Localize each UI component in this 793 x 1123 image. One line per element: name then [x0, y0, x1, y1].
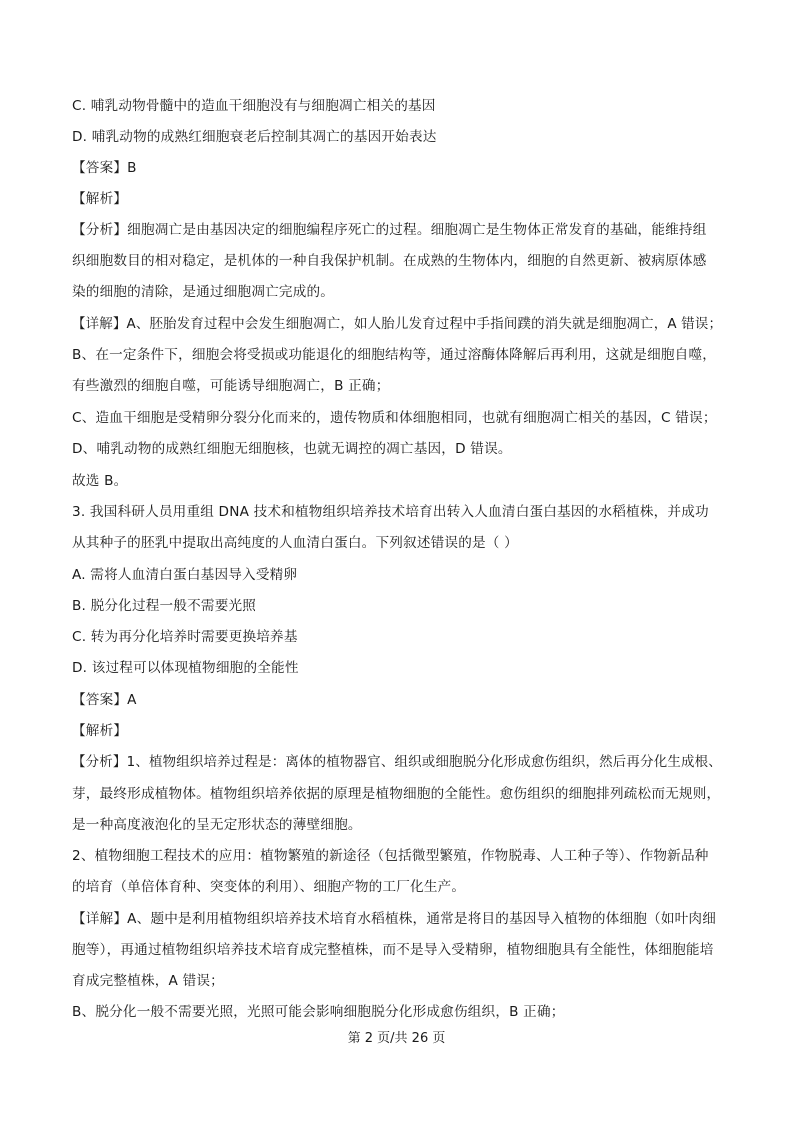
detail-text: 有些激烈的细胞自噬，可能诱导细胞凋亡，B 正确； [72, 378, 390, 394]
option-d: D. 哺乳动物的成熟红细胞衰老后控制其凋亡的基因开始表达 [72, 129, 437, 145]
analysis-text: 【分析】1、植物组织培养过程是：离体的植物器官、组织或细胞脱分化形成愈伤组织，然后再分化生成根、 [72, 754, 722, 770]
option-c: C. 哺乳动物骨髓中的造血干细胞没有与细胞凋亡相关的基因 [72, 98, 436, 114]
option-c: C. 转为再分化培养时需要更换培养基 [72, 629, 298, 645]
answer-label: 【答案】B [72, 160, 137, 176]
detail-text: 胞等），再通过植物组织培养技术培育成完整植株，而不是导入受精卵，植物细胞具有全能性，体细胞能培 [72, 942, 714, 958]
analysis-text: 染的细胞的清除，是通过细胞凋亡完成的。 [72, 284, 335, 300]
detail-text: 【详解】A、胚胎发育过程中会发生细胞凋亡，如人胎儿发育过程中手指间蹼的消失就是细胞凋亡，A 错误； [72, 316, 723, 332]
analysis-text: 是一种高度液泡化的呈无定形状态的薄壁细胞。 [72, 817, 362, 833]
detail-text: C、造血干细胞是受精卵分裂分化而来的，遗传物质和体细胞相同，也就有细胞凋亡相关的基因，C 错误； [72, 410, 717, 426]
analysis-text: 【分析】细胞凋亡是由基因决定的细胞编程序死亡的过程。细胞凋亡是生物体正常发育的基础，能维持组 [72, 222, 707, 238]
detail-text: D、哺乳动物的成熟红细胞无细胞核，也就无调控的凋亡基因，D 错误。 [72, 441, 512, 457]
detail-text: 育成完整植株，A 错误； [72, 973, 224, 989]
conclusion: 故选 B。 [72, 473, 128, 489]
analysis-text: 的培育（单倍体育种、突变体的利用）、细胞产物的工厂化生产。 [72, 879, 466, 895]
option-d: D. 该过程可以体现植物细胞的全能性 [72, 660, 299, 676]
analysis-text: 2、植物细胞工程技术的应用：植物繁殖的新途径（包括微型繁殖，作物脱毒、人工种子等）、作物新品种 [72, 848, 709, 864]
option-b: B. 脱分化过程一般不需要光照 [72, 598, 257, 614]
analysis-heading: 【解析】 [72, 723, 128, 739]
detail-text: 【详解】A、题中是利用植物组织培养技术培育水稻植株，通常是将目的基因导入植物的体细胞（如叶肉细 [72, 911, 717, 927]
question-3: 3. 我国科研人员用重组 DNA 技术和植物组织培养技术培育出转入人血清白蛋白基因的水稻植株，并成功 [72, 504, 709, 520]
analysis-text: 芽，最终形成植物体。植物组织培养依据的原理是植物细胞的全能性。愈伤组织的细胞排列疏松而无规则， [72, 786, 721, 802]
analysis-text: 织细胞数目的相对稳定，是机体的一种自我保护机制。在成熟的生物体内，细胞的自然更新、被病原体感 [72, 253, 707, 269]
question-3: 从其种子的胚乳中提取出高纯度的人血清白蛋白。下列叙述错误的是（ ） [72, 535, 518, 551]
analysis-heading: 【解析】 [72, 191, 128, 207]
detail-text: B、在一定条件下，细胞会将受损或功能退化的细胞结构等，通过溶酶体降解后再利用，这就是细胞自噬， [72, 347, 717, 363]
page-number-footer: 第 2 页/共 26 页 [347, 1031, 446, 1046]
option-a: A. 需将人血清白蛋白基因导入受精卵 [72, 567, 298, 583]
answer-label: 【答案】A [72, 692, 137, 708]
detail-text: B、脱分化一般不需要光照，光照可能会影响细胞脱分化形成愈伤组织，B 正确； [72, 1004, 565, 1020]
